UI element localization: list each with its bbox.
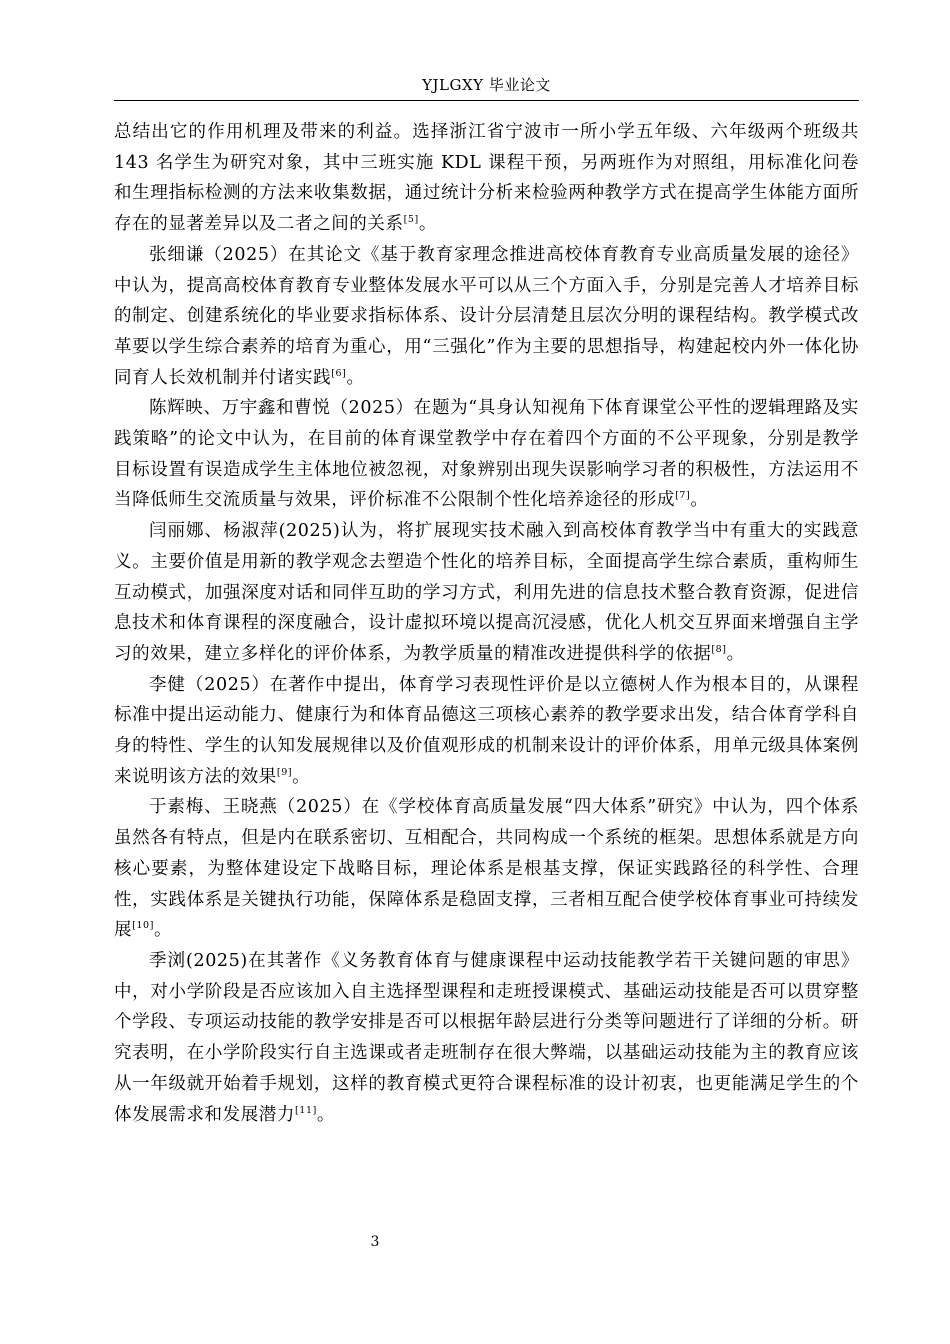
- paragraph-text: 于素梅、王晓燕（2025）在《学校体育高质量发展“四大体系”研究》中认为，四个体系虽然各有特点，但是内在联系密切、互相配合，共同构成一个系统的框架。思想体系就是方向核心要素，为整体建设定下战略目标，理论体系是根基支撑，保证实践路径的科学性、合理性，实践体系是关键执行功能，保障体系是稳固支撑，三者相互配合使学校体育事业可持续发展: [114, 797, 859, 941]
- paragraph-text: 季浏(2025)在其著作《义务教育体育与健康课程中运动技能教学若干关键问题的审思》中，对小学阶段是否应该加入自主选择型课程和走班授课模式、基础运动技能是否可以贯穿整个学段、专项运动技能的教学安排是否可以根据年龄层进行分类等问题进行了详细的分析。研究表明，在小学阶段实行自主选课或者走班制存在很大弊端，以基础运动技能为主的教育应该从一年级就开始着手规划，这样的教育模式更符合课程标准的设计初衷，也更能满足学生的个体发展需求和发展潜力: [114, 950, 859, 1125]
- header-rule: [114, 100, 859, 101]
- paragraph-li: [114, 670, 859, 793]
- citation: [8]: [711, 643, 727, 655]
- page-header: YJLGXY 毕业论文: [422, 76, 551, 94]
- citation: [5]: [403, 214, 419, 226]
- citation: [9]: [276, 766, 293, 778]
- paragraph-zhang: [114, 240, 859, 394]
- paragraph-end: 。: [316, 1104, 336, 1125]
- paragraph-chen: [114, 393, 859, 516]
- paragraph-yu: [114, 792, 859, 946]
- paragraph-text: 李健（2025）在著作中提出，体育学习表现性评价是以立德树人作为根本目的，从课程标准中提出运动能力、健康行为和体育品德这三项核心素养的教学要求出发，结合体育学科自身的特性、学生的认知发展规律以及价值观形成的机制来设计的评价体系，用单元级具体案例来说明该方法的效果: [114, 674, 859, 787]
- paragraph-text: 闫丽娜、杨淑萍(2025)认为，将扩展现实技术融入到高校体育教学当中有重大的实践意义。主要价值是用新的教学观念去塑造个性化的培养目标，全面提高学生综合素质，重构师生互动模式，加强深度对话和同伴互助的学习方式，利用先进的信息技术整合教育资源，促进信息技术和体育课程的深度融合，设计虚拟环境以提高沉浸感，优化人机交互界面来增强自主学习的效果，建立多样化的评价体系，为教学质量的精准改进提供科学的依据: [114, 521, 859, 664]
- citation: [11]: [295, 1104, 317, 1116]
- citation: [10]: [132, 920, 155, 932]
- page-number: 3: [370, 1234, 380, 1250]
- paragraph-continued: [114, 117, 859, 240]
- paragraph-yan: [114, 516, 859, 670]
- paragraph-end: 。: [346, 367, 365, 388]
- paragraph-ji: [114, 946, 859, 1130]
- body-text: [114, 117, 859, 1130]
- paragraph-end: 。: [690, 490, 709, 511]
- paragraph-end: 。: [418, 214, 437, 235]
- citation: [6]: [331, 367, 347, 379]
- paragraph-end: 。: [726, 643, 745, 664]
- citation: [7]: [675, 490, 691, 502]
- paragraph-text: 张细谦（2025）在其论文《基于教育家理念推进高校体育教育专业高质量发展的途径》中认为，提高高校体育教育专业整体发展水平可以从三个方面入手，分别是完善人才培养目标的制定、创建系统化的毕业要求指标体系、设计分层清楚且层次分明的课程结构。教学模式改革要以学生综合素养的培育为重心，用“三强化”作为主要的思想指导，构建起校内外一体化协同育人长效机制并付诸实践: [114, 244, 859, 388]
- paragraph-text: 陈辉映、万宇鑫和曹悦（2025）在题为“具身认知视角下体育课堂公平性的逻辑理路及实践策略”的论文中认为，在目前的体育课堂教学中存在着四个方面的不公平现象，分别是教学目标设置有误造成学生主体地位被忽视，对象辨别出现失误影响学习者的积极性，方法运用不当降低师生交流质量与效果，评价标准不公限制个性化培养途径的形成: [114, 398, 859, 511]
- paragraph-end: 。: [292, 766, 311, 787]
- paragraph-end: 。: [154, 920, 173, 941]
- paragraph-text: 总结出它的作用机理及带来的利益。选择浙江省宁波市一所小学五年级、六年级两个班级共 143 名学生为研究对象，其中三班实施 KDL 课程干预，另两班作为对照组，用标准化问卷和生理指标检测的方法来收集数据，通过统计分析来检验两种教学方式在提高学生体能方面所存在的显著差异以及二者之间的关系: [114, 122, 859, 235]
